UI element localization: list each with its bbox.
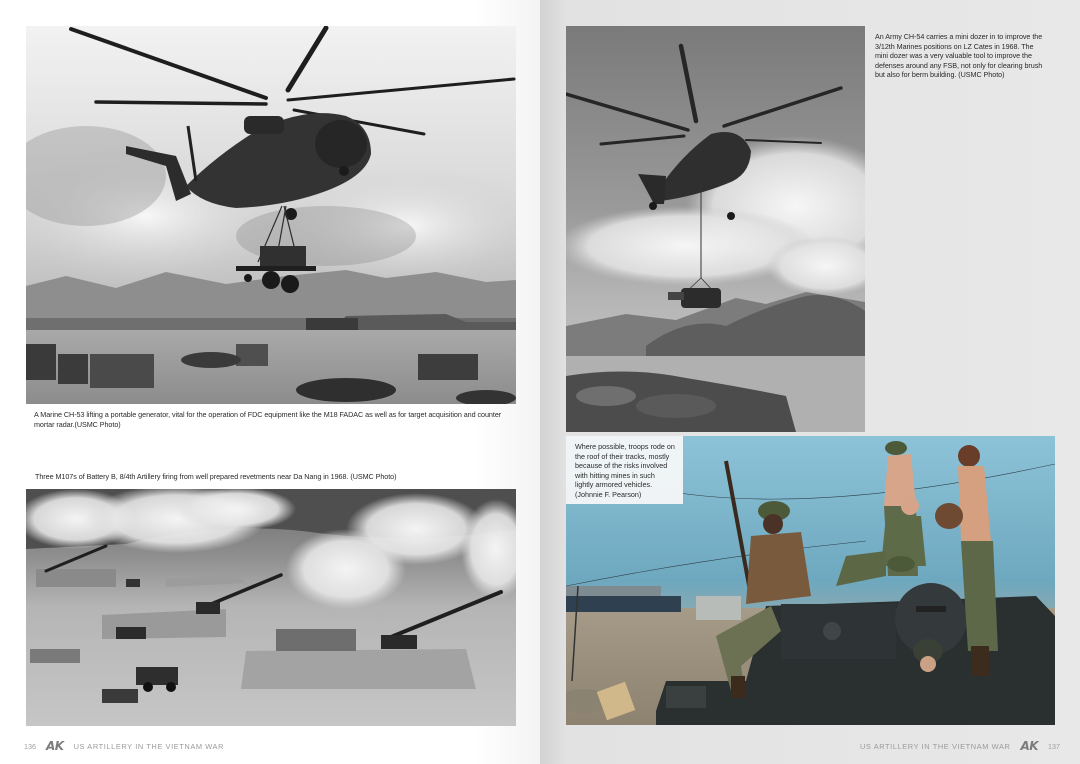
photo-troops-on-track <box>566 436 1055 725</box>
photo-m107-firing <box>26 489 516 726</box>
page-number: 136 <box>24 741 36 751</box>
page-number: 137 <box>1048 741 1061 751</box>
photo-caption-troops-text: Where possible, troops rode on the roof of their tracks, mostly because of the risks involved with hitting mines in such lightly armored vehicles. (Johnnie F. Pearson) <box>575 442 675 499</box>
photo-caption-ch53: A Marine CH-53 lifting a portable generator, vital for the operation of FDC equipment like the M18 FADAC as well as for target acquisition and counter mortar radar.(USMC Photo) <box>34 410 502 429</box>
page-footer-right <box>860 739 1060 753</box>
page-footer-left <box>24 739 224 753</box>
ak-logo: AK <box>46 739 64 753</box>
photo-ch53-generator <box>26 26 516 404</box>
photo-caption-ch54: An Army CH-54 carries a mini dozer in to improve the 3/12th Marines positions on LZ Cates in 1968. The mini dozer was a very valuable tool to improve the defenses around any FSB, not only for clearing brush but also for berm building. (USMC Photo) <box>875 32 1043 80</box>
running-title: US ARTILLERY IN THE VIETNAM WAR <box>860 741 1011 751</box>
photo-ch54-dozer <box>566 26 865 432</box>
ak-logo: AK <box>1020 739 1039 753</box>
photo-caption-m107: Three M107s of Battery B, 8/4th Artillery firing from well prepared revetments near Da Nang in 1968. (USMC Photo) <box>35 472 397 481</box>
running-title: US ARTILLERY IN THE VIETNAM WAR <box>73 741 225 751</box>
right-page <box>540 0 1080 764</box>
photo-caption-troops <box>566 436 683 504</box>
